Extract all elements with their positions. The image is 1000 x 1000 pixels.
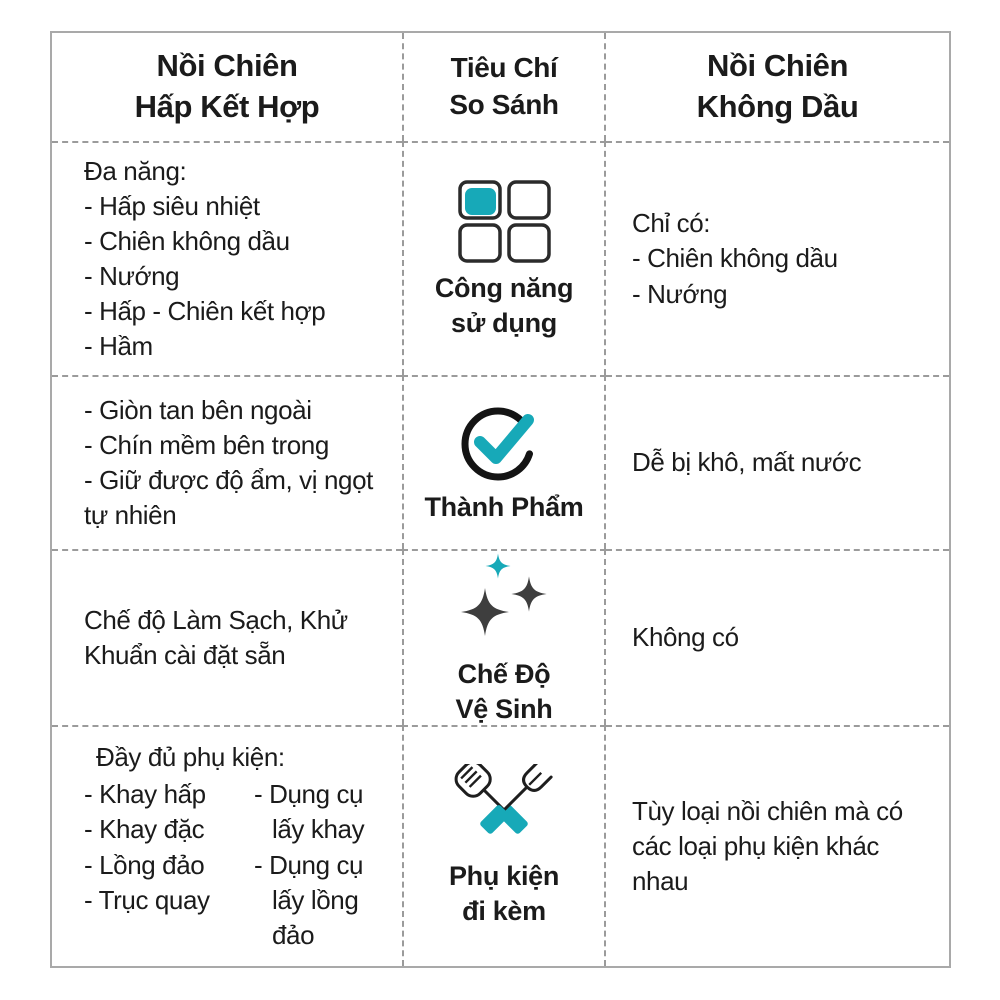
- header-right-line1: Nồi Chiên: [706, 48, 849, 84]
- accessories-right-text: Tùy loại nồi chiên mà có các loại phụ kiện khác nhau: [632, 795, 903, 897]
- row-result-left: [52, 375, 402, 549]
- list-item: - Dụng cụ lấy khay: [254, 779, 365, 845]
- row-functions-criterion: [402, 141, 606, 375]
- list-item: - Trục quay: [84, 884, 210, 915]
- list-item: - Nướng: [84, 261, 180, 291]
- row-cleaning-criterion: [402, 549, 606, 725]
- criterion-label-line1: Thành Phẩm: [424, 492, 584, 523]
- row-functions-right: [606, 141, 949, 375]
- check-circle-icon: [458, 401, 550, 483]
- accessories-left-intro: Đầy đủ phụ kiện:: [96, 742, 285, 773]
- accessories-columns: [84, 777, 388, 952]
- row-result-right: [606, 375, 949, 549]
- criterion-label: [435, 271, 573, 340]
- header-left-line1: Nồi Chiên: [156, 48, 298, 84]
- criterion-label-line2: đi kèm: [462, 896, 546, 926]
- list-item: - Nướng: [632, 278, 728, 309]
- list-item: - Dụng cụ lấy lồng đảo: [254, 849, 364, 950]
- row-accessories-right: [606, 725, 949, 966]
- criterion-label-line2: Vệ Sinh: [455, 693, 553, 724]
- list-item: - Chín mềm bên trong: [84, 429, 329, 460]
- row-cleaning-right: [606, 549, 949, 725]
- row-accessories-left: [52, 725, 402, 966]
- list-item: - Khay hấp: [84, 779, 206, 810]
- list-item: - Giòn tan bên ngoài: [84, 394, 312, 425]
- criterion-label: [456, 657, 553, 726]
- list-item: - Hấp - Chiên kết hợp: [84, 296, 326, 327]
- criterion-label: [424, 490, 583, 525]
- header-criteria-line2: So Sánh: [449, 89, 559, 120]
- criterion-label-line1: Phụ kiện: [448, 861, 560, 892]
- list-item: - Khay đặc: [84, 814, 205, 845]
- list-item: - Chiên không dầu: [84, 225, 290, 256]
- functions-right-intro: Chỉ có:: [632, 208, 711, 239]
- header-left-line2: Hấp Kết Hợp: [134, 89, 320, 124]
- comparison-table: [50, 31, 951, 968]
- row-cleaning-left: [52, 549, 402, 725]
- row-result-criterion: [402, 375, 606, 549]
- accessories-column-a: [84, 777, 254, 952]
- grid-squares-icon: [456, 178, 552, 264]
- cleaning-right-text: Không có: [632, 622, 739, 653]
- header-left-product: [52, 33, 402, 141]
- list-item: - Chiên không dầu: [632, 243, 838, 274]
- header-right-product: [606, 33, 949, 141]
- sparkles-icon: [445, 550, 563, 650]
- criterion-label: [449, 859, 559, 928]
- utensils-icon: [446, 764, 562, 852]
- header-criteria-line1: Tiêu Chí: [450, 52, 558, 84]
- list-item: - Hấp siêu nhiệt: [84, 190, 260, 221]
- row-functions-left: [52, 141, 402, 375]
- list-item: - Hầm: [84, 331, 153, 362]
- cleaning-left-text: Chế độ Làm Sạch, Khử Khuẩn cài đặt sẵn: [84, 604, 348, 670]
- accessories-column-b: [254, 777, 388, 952]
- criterion-label-line1: Chế Độ: [457, 658, 551, 689]
- header-criteria: [402, 33, 606, 141]
- criterion-label-line2: sử dụng: [451, 307, 557, 338]
- list-item: - Giữ được độ ẩm, vị ngọt tự nhiên: [84, 465, 373, 531]
- list-item: - Lồng đảo: [84, 849, 205, 880]
- criterion-label-line1: Công năng: [434, 272, 574, 303]
- functions-left-intro: Đa năng:: [84, 155, 187, 186]
- row-accessories-criterion: [402, 725, 606, 966]
- header-right-line2: Không Dầu: [696, 89, 859, 124]
- result-right-text: Dễ bị khô, mất nước: [632, 447, 862, 478]
